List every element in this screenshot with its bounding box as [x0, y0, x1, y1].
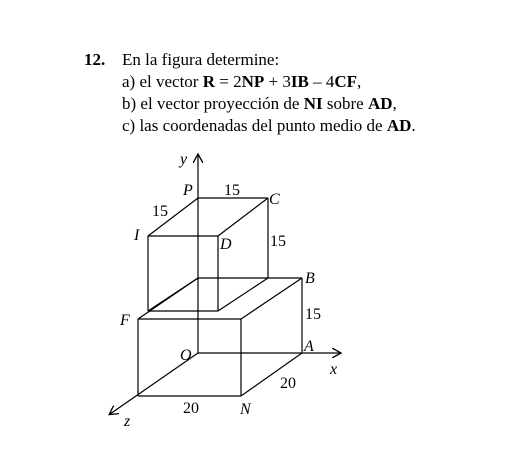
upper-box-edge: [148, 278, 198, 311]
problem-number: 12.: [84, 50, 106, 69]
point-label-A: A: [304, 338, 314, 355]
part-c: c) las coordenadas del punto medio de AD.: [122, 116, 416, 135]
point-label-B: B: [305, 270, 315, 287]
axis-label-z: z: [124, 413, 131, 430]
point-label-N: N: [240, 401, 251, 418]
dimension-top-depth: 15: [152, 203, 168, 220]
dimension-top-height: 15: [270, 233, 286, 250]
part-a: a) el vector R = 2NP + 3IB – 4CF,: [122, 72, 362, 91]
point-label-D: D: [220, 236, 232, 253]
problem-intro: En la figura determine:: [122, 50, 280, 69]
axis-label-y: y: [180, 151, 188, 168]
dimension-lower-depth: 20: [280, 375, 296, 392]
upper-box-edge: [218, 198, 268, 236]
point-label-P: P: [183, 182, 193, 199]
lower-box-edge: [241, 278, 302, 319]
point-label-I: I: [134, 227, 140, 244]
dimension-lower-width: 20: [183, 400, 199, 417]
axis-label-x: x: [330, 361, 338, 378]
point-label-F: F: [120, 312, 130, 329]
part-b: b) el vector proyección de NI sobre AD,: [122, 94, 397, 113]
point-label-C: C: [269, 191, 280, 208]
dimension-lower-height: 15: [305, 306, 321, 323]
dimension-top-width: 15: [224, 182, 240, 199]
point-label-O: O: [180, 347, 192, 364]
